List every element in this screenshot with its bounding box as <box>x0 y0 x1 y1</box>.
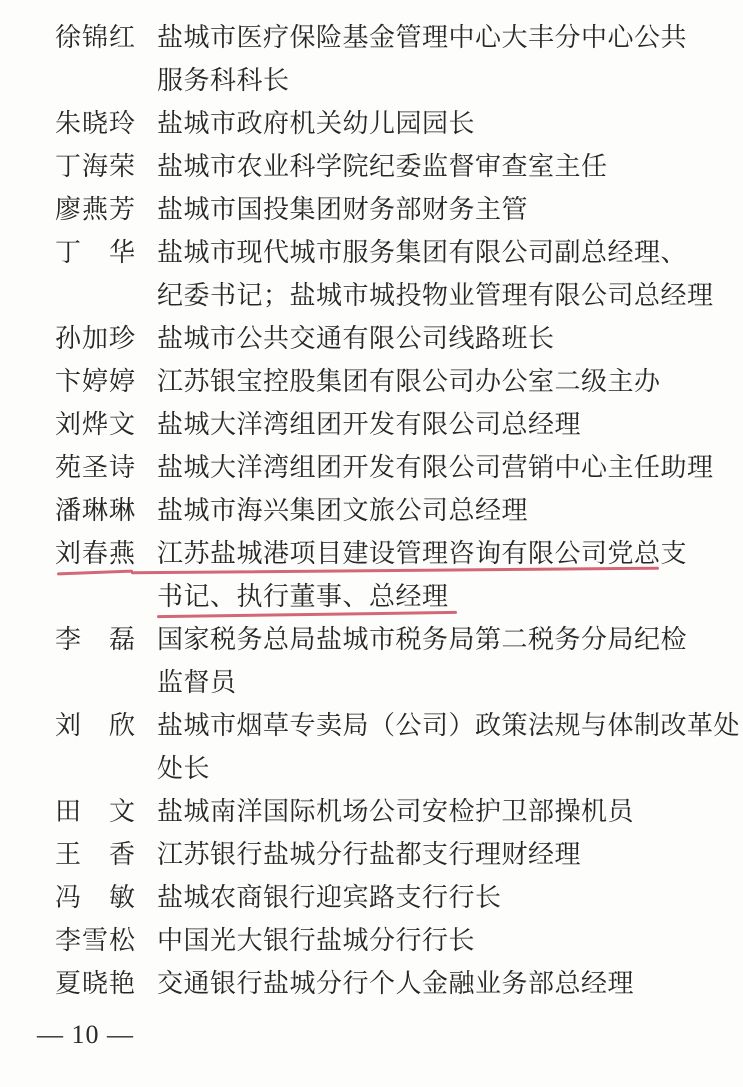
page-number: — 10 — <box>37 1020 134 1049</box>
list-item <box>55 790 743 833</box>
position-title-line: 江苏银宝控股集团有限公司办公室二级主办 <box>157 367 661 396</box>
position-title-line: 纪委书记；盐城市城投物业管理有限公司总经理 <box>157 281 714 310</box>
person-name: 丁海荣 <box>55 152 135 181</box>
list-item <box>55 704 743 790</box>
position-title-line: 盐城市烟草专卖局（公司）政策法规与体制改革处 <box>157 711 741 740</box>
position-title <box>157 102 475 145</box>
list-item <box>55 403 743 446</box>
position-title-line: 处长 <box>157 754 211 783</box>
position-title-line: 中国光大银行盐城分行行长 <box>157 926 476 955</box>
list-item <box>55 102 743 145</box>
position-title-line: 盐城市海兴集团文旅公司总经理 <box>157 496 529 525</box>
position-title-line: 盐城农商银行迎宾路支行行长 <box>157 883 502 912</box>
position-title-line: 交通银行盐城分行个人金融业务部总经理 <box>157 969 635 998</box>
position-title-line: 书记、执行董事、总经理 <box>157 575 449 618</box>
position-title <box>157 188 528 231</box>
person-name: 刘 欣 <box>55 711 135 740</box>
position-title-line: 江苏盐城港项目建设管理咨询有限公司党总支 <box>157 532 687 575</box>
person-name: 朱晓玲 <box>55 109 135 138</box>
position-title-line: 盐城市政府机关幼儿园园长 <box>157 109 476 138</box>
list-item <box>55 489 743 532</box>
position-title-line: 监督员 <box>157 668 237 697</box>
person-name: 田 文 <box>55 797 135 826</box>
position-title <box>157 919 475 962</box>
position-title <box>157 360 661 403</box>
position-title-line: 江苏银行盐城分行盐都支行理财经理 <box>157 840 582 869</box>
list-item <box>55 188 743 231</box>
person-name: 廖燕芳 <box>55 195 135 224</box>
position-title <box>157 876 502 919</box>
position-title-line: 盐城大洋湾组团开发有限公司营销中心主任助理 <box>157 453 714 482</box>
position-title-line: 盐城市现代城市服务集团有限公司副总经理、 <box>157 238 688 267</box>
position-title-line: 国家税务总局盐城市税务局第二税务分局纪检 <box>157 625 688 654</box>
list-item <box>55 532 743 618</box>
person-name: 王 香 <box>55 840 135 869</box>
list-item <box>55 231 743 317</box>
position-title-line: 服务科科长 <box>157 66 290 95</box>
list-item <box>55 145 743 188</box>
position-title <box>157 231 714 317</box>
person-name: 刘春燕 <box>55 532 135 575</box>
person-name: 潘琳琳 <box>55 496 135 525</box>
position-title-line: 盐城南洋国际机场公司安检护卫部操机员 <box>157 797 635 826</box>
position-title <box>157 317 555 360</box>
list-item <box>55 618 743 704</box>
person-name: 苑圣诗 <box>55 453 135 482</box>
position-title <box>157 145 608 188</box>
position-title <box>157 16 687 102</box>
person-name: 刘烨文 <box>55 410 135 439</box>
list-item <box>55 16 743 102</box>
list-item <box>55 962 743 1005</box>
position-title-line: 盐城市公共交通有限公司线路班长 <box>157 324 555 353</box>
person-name: 夏晓艳 <box>55 969 135 998</box>
position-title <box>157 704 740 790</box>
person-name: 孙加珍 <box>55 324 135 353</box>
list-item <box>55 876 743 919</box>
position-title <box>157 532 687 618</box>
position-title <box>157 489 528 532</box>
position-title <box>157 962 634 1005</box>
list-item <box>55 446 743 489</box>
position-title <box>157 446 714 489</box>
person-name: 冯 敏 <box>55 883 135 912</box>
person-name: 丁 华 <box>55 238 135 267</box>
position-title-line: 盐城市农业科学院纪委监督审查室主任 <box>157 152 608 181</box>
list-item <box>55 833 743 876</box>
position-title <box>157 833 581 876</box>
person-name: 李 磊 <box>55 625 135 654</box>
person-name: 李雪松 <box>55 926 135 955</box>
list-item <box>55 919 743 962</box>
position-title <box>157 403 581 446</box>
position-title-line: 盐城大洋湾组团开发有限公司总经理 <box>157 410 582 439</box>
person-name: 徐锦红 <box>55 23 135 52</box>
person-name: 卞婷婷 <box>55 367 135 396</box>
position-title-line: 盐城市国投集团财务部财务主管 <box>157 195 529 224</box>
list-item <box>55 317 743 360</box>
position-title <box>157 790 634 833</box>
position-title <box>157 618 687 704</box>
list-item <box>55 360 743 403</box>
position-title-line: 盐城市医疗保险基金管理中心大丰分中心公共 <box>157 23 688 52</box>
